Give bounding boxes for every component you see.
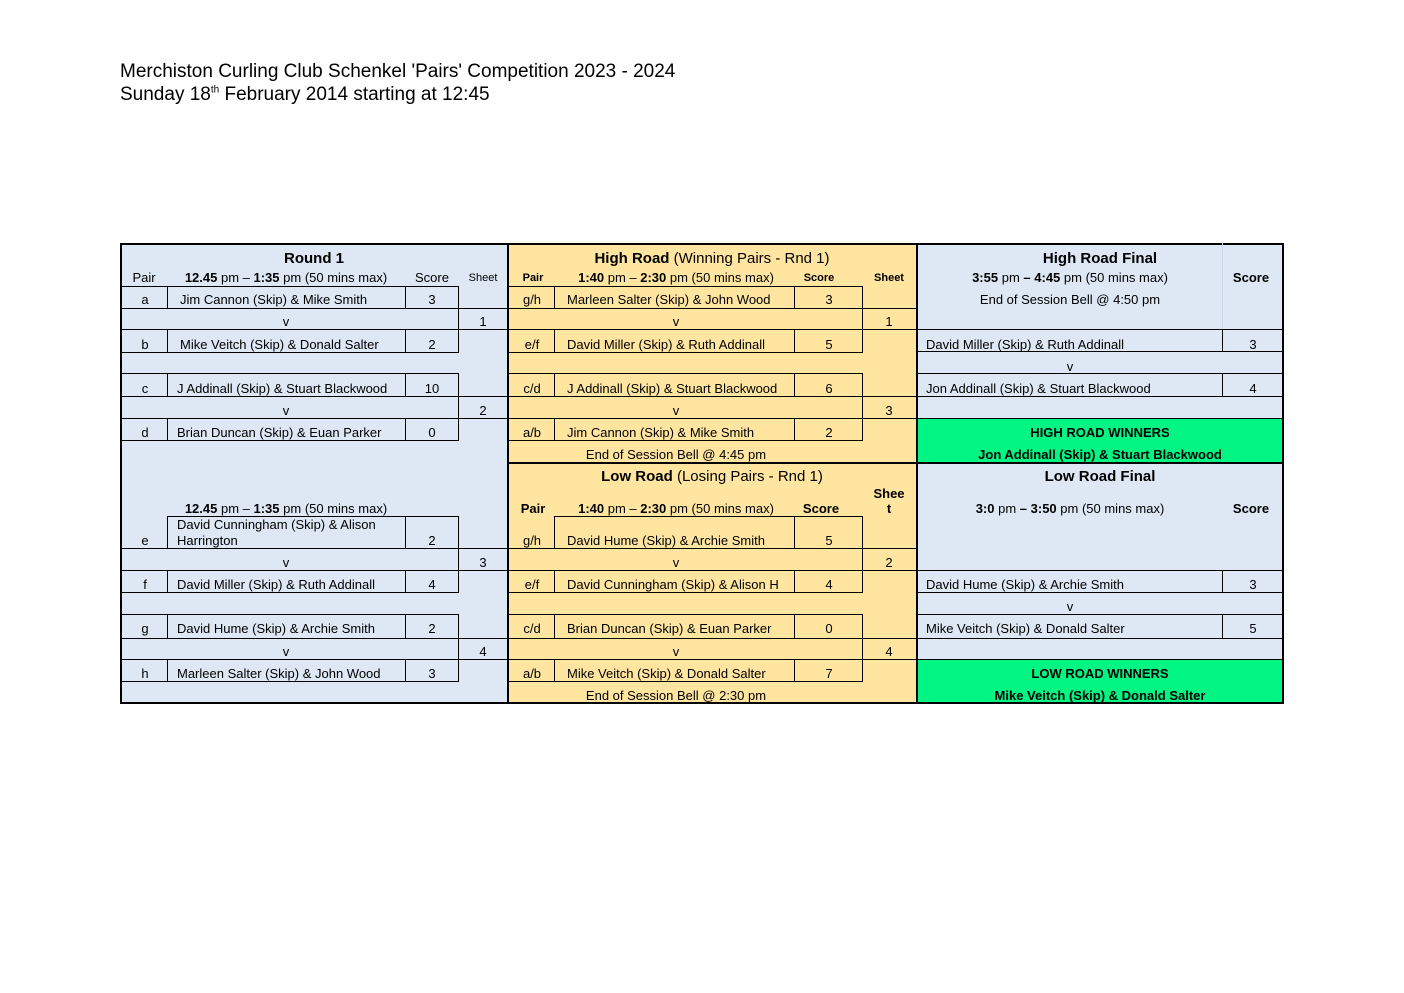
round1-col-sheet: Sheet <box>468 272 498 284</box>
high-final-score-2: 4 <box>1249 381 1257 396</box>
round1-score-c: 10 <box>424 381 440 396</box>
grid-line <box>1222 243 1223 329</box>
grid-line <box>917 418 1283 419</box>
grid-line <box>508 329 916 330</box>
section-divider <box>507 243 509 704</box>
grid-line <box>1222 614 1223 638</box>
round1-vs: v <box>282 403 290 418</box>
grid-line <box>121 286 459 287</box>
grid-line <box>862 570 863 592</box>
grid-line <box>862 373 863 396</box>
grid-line <box>794 570 795 592</box>
grid-line <box>508 659 916 660</box>
grid-line <box>917 592 1283 593</box>
grid-line <box>794 286 795 308</box>
grid-line <box>167 614 168 638</box>
grid-line <box>794 614 795 638</box>
round1-col-pair: Pair <box>132 270 156 285</box>
high-final-col-score: Score <box>1232 270 1270 285</box>
low-road-name-4: Mike Veitch (Skip) & Donald Salter <box>567 666 766 681</box>
grid-line <box>121 548 507 549</box>
high-road-winners-label: HIGH ROAD WINNERS <box>1030 425 1170 440</box>
round1-score-a: 3 <box>428 292 436 307</box>
grid-line <box>167 659 168 681</box>
low-road-col-score: Score <box>802 501 840 516</box>
grid-line <box>121 308 507 309</box>
round1-score-b: 2 <box>428 337 436 352</box>
grid-line <box>554 329 555 352</box>
grid-line <box>917 614 1283 615</box>
grid-line <box>508 373 863 374</box>
title-date-rest: February 2014 starting at 12:45 <box>219 84 490 105</box>
low-road-end-bell: End of Session Bell @ 2:30 pm <box>585 688 767 703</box>
grid-line <box>554 373 555 396</box>
high-final-score-1: 3 <box>1249 337 1257 352</box>
low-road-winners-label: LOW ROAD WINNERS <box>1031 666 1169 681</box>
grid-line <box>405 329 406 352</box>
low-final-heading: Low Road Final <box>1044 468 1156 485</box>
grid-line <box>167 286 168 308</box>
grid-line <box>862 418 863 440</box>
grid-line <box>917 638 1283 639</box>
low-road-heading: Low Road (Losing Pairs - Rnd 1) <box>601 468 823 485</box>
high-road-end-bell: End of Session Bell @ 4:45 pm <box>585 447 767 462</box>
round1-name-a: Jim Cannon (Skip) & Mike Smith <box>180 292 368 307</box>
round1-name-e-line1: David Cunningham (Skip) & Alison <box>177 517 376 532</box>
grid-line <box>917 396 1283 397</box>
grid-line <box>121 329 507 330</box>
grid-line <box>121 659 507 660</box>
round1-pair-g: g <box>141 621 149 636</box>
round1-sheet-1: 1 <box>479 314 487 329</box>
grid-line <box>167 516 168 548</box>
round1-name-h: Marleen Salter (Skip) & John Wood <box>177 666 381 681</box>
low-road-score-4: 7 <box>825 666 833 681</box>
round1-score-e: 2 <box>428 533 436 548</box>
grid-line <box>121 614 459 615</box>
grid-line <box>458 396 459 418</box>
grid-line <box>405 659 406 681</box>
low-road-sheet-4: 4 <box>885 644 893 659</box>
grid-line <box>508 308 916 309</box>
round1-score-f: 4 <box>428 577 436 592</box>
grid-line <box>794 516 795 548</box>
grid-line <box>508 286 863 287</box>
grid-line <box>794 329 795 352</box>
grid-line <box>794 418 795 440</box>
grid-line <box>508 396 916 397</box>
round1-sheet-3: 3 <box>479 555 487 570</box>
round1-pair-f: f <box>143 577 147 592</box>
round1-vs: v <box>282 644 290 659</box>
round1-name-f: David Miller (Skip) & Ruth Addinall <box>177 577 375 592</box>
round1-vs: v <box>282 555 290 570</box>
high-road-col-score: Score <box>803 272 835 284</box>
grid-line <box>862 396 863 418</box>
grid-line <box>508 681 863 682</box>
grid-line <box>121 440 459 441</box>
grid-line <box>554 516 555 548</box>
low-final-name-1: David Hume (Skip) & Archie Smith <box>926 577 1124 592</box>
low-road-col-sheet-1: Shee <box>873 486 905 501</box>
round1-heading: Round 1 <box>284 250 344 267</box>
high-road-time: 1:40 pm – 2:30 pm (50 mins max) <box>578 270 774 285</box>
high-final-time: 3:55 pm – 4:45 pm (50 mins max) <box>972 270 1168 285</box>
high-road-name-1: Marleen Salter (Skip) & John Wood <box>567 292 771 307</box>
grid-line <box>554 659 555 681</box>
grid-line <box>405 286 406 308</box>
grid-line <box>917 329 1283 330</box>
low-final-vs: v <box>1066 599 1074 614</box>
grid-line <box>405 373 406 396</box>
low-road-name-2: David Cunningham (Skip) & Alison H <box>567 577 779 592</box>
grid-line <box>508 440 863 441</box>
low-road-pair-3: c/d <box>523 621 541 636</box>
grid-line <box>458 418 459 440</box>
section-divider <box>508 462 1284 464</box>
high-road-score-4: 2 <box>825 425 833 440</box>
round1-time: 12.45 pm – 1:35 pm (50 mins max) <box>184 270 388 285</box>
round1-pair-h: h <box>141 666 149 681</box>
high-road-name-2: David Miller (Skip) & Ruth Addinall <box>567 337 765 352</box>
low-final-col-score: Score <box>1232 501 1270 516</box>
high-road-pair-2: e/f <box>524 337 540 352</box>
round1-vs: v <box>282 314 290 329</box>
grid-line <box>121 396 507 397</box>
grid-line <box>458 548 459 570</box>
high-road-pair-3: c/d <box>523 381 541 396</box>
low-road-vs: v <box>672 644 680 659</box>
grid-line <box>508 592 863 593</box>
round1-sheet-2: 2 <box>479 403 487 418</box>
grid-line <box>917 373 1283 374</box>
high-road-score-3: 6 <box>825 381 833 396</box>
high-final-name-1: David Miller (Skip) & Ruth Addinall <box>926 337 1124 352</box>
grid-line <box>862 516 863 548</box>
grid-line <box>121 373 459 374</box>
round1-name-d: Brian Duncan (Skip) & Euan Parker <box>177 425 382 440</box>
grid-line <box>458 286 459 308</box>
round1-pair-a: a <box>141 292 149 307</box>
grid-line <box>458 570 459 592</box>
round1-col-score: Score <box>415 270 449 285</box>
grid-line <box>508 548 916 549</box>
grid-line <box>862 659 863 681</box>
low-road-pair-4: a/b <box>522 666 542 681</box>
grid-line <box>167 418 168 440</box>
high-final-vs: v <box>1066 359 1074 374</box>
title-line-1: Merchiston Curling Club Schenkel 'Pairs' Competition 2023 - 2024 <box>120 61 676 82</box>
grid-line <box>794 659 795 681</box>
high-final-name-2: Jon Addinall (Skip) & Stuart Blackwood <box>926 381 1151 396</box>
grid-line <box>794 373 795 396</box>
low-road-col-pair: Pair <box>520 501 546 516</box>
high-road-winners-names: Jon Addinall (Skip) & Stuart Blackwood <box>978 447 1222 462</box>
grid-line <box>1222 570 1223 592</box>
round1-pair-d: d <box>141 425 149 440</box>
grid-line <box>862 638 863 659</box>
grid-line <box>405 570 406 592</box>
round1-score-h: 3 <box>428 666 436 681</box>
grid-line <box>458 614 459 638</box>
round1-pair-c: c <box>141 381 149 396</box>
grid-line <box>1222 329 1223 351</box>
round1-pair-b: b <box>141 337 149 352</box>
round1-name-g: David Hume (Skip) & Archie Smith <box>177 621 375 636</box>
grid-line <box>458 373 459 396</box>
low-road-name-3: Brian Duncan (Skip) & Euan Parker <box>567 621 772 636</box>
low-road-name-1: David Hume (Skip) & Archie Smith <box>567 533 765 548</box>
grid-line <box>405 614 406 638</box>
high-road-vs: v <box>672 314 680 329</box>
grid-line <box>554 614 555 638</box>
round1-score-d: 0 <box>428 425 436 440</box>
low-road-score-2: 4 <box>825 577 833 592</box>
low-road-winners-names: Mike Veitch (Skip) & Donald Salter <box>994 688 1206 703</box>
grid-line <box>458 516 459 548</box>
low-road-time: 1:40 pm – 2:30 pm (50 mins max) <box>578 501 774 516</box>
high-road-name-4: Jim Cannon (Skip) & Mike Smith <box>567 425 755 440</box>
grid-line <box>405 516 406 548</box>
low-road-pair-1: g/h <box>522 533 542 548</box>
round1-pair-e: e <box>141 533 149 548</box>
high-road-name-3: J Addinall (Skip) & Stuart Blackwood <box>567 381 778 396</box>
grid-line <box>121 570 507 571</box>
low-road-score-3: 0 <box>825 621 833 636</box>
round1-name-c: J Addinall (Skip) & Stuart Blackwood <box>177 381 388 396</box>
title-date-text: Sunday 18 <box>120 84 211 105</box>
high-road-col-sheet: Sheet <box>874 272 904 284</box>
grid-line <box>554 516 863 517</box>
grid-line <box>917 659 1283 660</box>
grid-line <box>862 548 863 570</box>
grid-line <box>508 418 916 419</box>
low-final-time: 3:0 pm – 3:50 pm (50 mins max) <box>975 501 1165 516</box>
round1-sheet-4: 4 <box>479 644 487 659</box>
grid-line <box>508 638 916 639</box>
low-final-score-2: 5 <box>1249 621 1257 636</box>
grid-line <box>121 352 459 353</box>
grid-line <box>458 308 459 329</box>
low-road-score-1: 5 <box>825 533 833 548</box>
high-road-score-1: 3 <box>825 292 833 307</box>
round1-time-2: 12.45 pm – 1:35 pm (50 mins max) <box>184 501 388 516</box>
round1-name-e-line2: Harrington <box>177 533 238 548</box>
high-road-sheet-3: 3 <box>885 403 893 418</box>
low-road-col-sheet-2: t <box>886 501 892 516</box>
high-final-bell: End of Session Bell @ 4:50 pm <box>979 292 1161 307</box>
grid-line <box>1222 373 1223 396</box>
grid-line <box>458 329 459 352</box>
grid-line <box>554 570 555 592</box>
grid-line <box>862 286 863 308</box>
high-road-score-2: 5 <box>825 337 833 352</box>
high-road-pair-4: a/b <box>522 425 542 440</box>
grid-line <box>917 570 1283 571</box>
section-divider <box>916 243 918 704</box>
low-road-vs: v <box>672 555 680 570</box>
grid-line <box>554 418 555 440</box>
grid-line <box>458 638 459 659</box>
high-road-pair-1: g/h <box>522 292 542 307</box>
high-road-sheet-1: 1 <box>885 314 893 329</box>
grid-line <box>121 681 459 682</box>
grid-line <box>405 418 406 440</box>
grid-line <box>508 352 863 353</box>
high-road-col-pair: Pair <box>522 272 544 284</box>
round1-name-b: Mike Veitch (Skip) & Donald Salter <box>180 337 379 352</box>
grid-line <box>862 308 863 329</box>
high-final-heading: High Road Final <box>1042 250 1158 267</box>
low-final-score-1: 3 <box>1249 577 1257 592</box>
grid-line <box>554 286 555 308</box>
grid-line <box>508 570 916 571</box>
grid-line <box>167 373 168 396</box>
grid-line <box>121 638 507 639</box>
low-final-name-2: Mike Veitch (Skip) & Donald Salter <box>926 621 1125 636</box>
grid-line <box>862 614 863 638</box>
low-road-pair-2: e/f <box>524 577 540 592</box>
high-road-vs: v <box>672 403 680 418</box>
title-date-suffix: th <box>210 84 220 96</box>
grid-line <box>167 570 168 592</box>
round1-score-g: 2 <box>428 621 436 636</box>
grid-line <box>121 592 459 593</box>
grid-line <box>458 659 459 681</box>
low-road-sheet-2: 2 <box>885 555 893 570</box>
grid-line <box>862 329 863 352</box>
grid-line <box>508 614 863 615</box>
high-road-heading: High Road (Winning Pairs - Rnd 1) <box>594 250 830 267</box>
grid-line <box>167 329 168 352</box>
grid-line <box>121 418 507 419</box>
